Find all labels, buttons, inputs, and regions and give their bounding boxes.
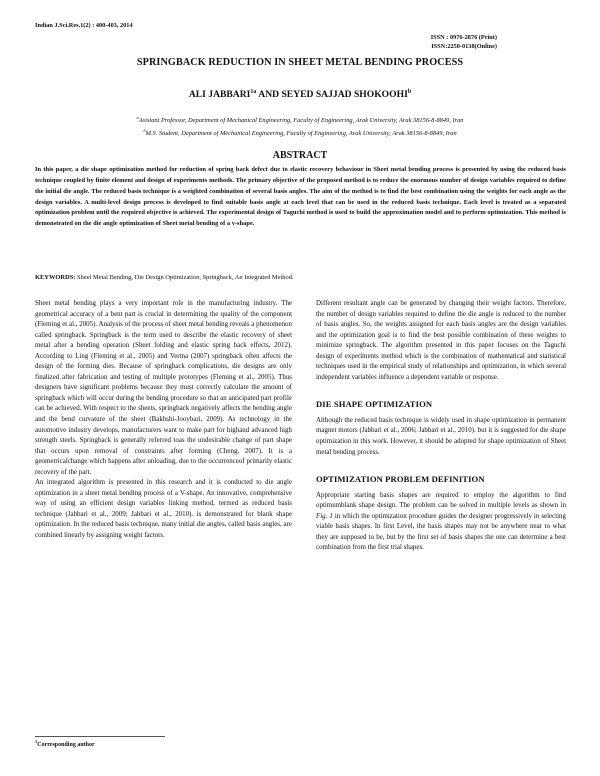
- body-column-left: [35, 298, 292, 541]
- die-shape-paragraph: Although the reduced basis technique is widely used in shape optimization in permanent magnet motors (Jabbari et al., 2006; Jabbari et al., 2010). but it is suggested for die shape optimization in this work. However, it should be adopted for shape optimization of Sheet metal bending process.: [316, 415, 566, 456]
- footnote: $^1$Corresponding author: [35, 739, 95, 748]
- author-conjunction: AND SEYED SAJJAD SHOKOOHI: [256, 89, 408, 101]
- section-heading-problem-definition: OPTIMIZATION PROBLEM DEFINITION: [316, 474, 485, 485]
- keywords-label: KEYWORDS:: [35, 274, 76, 281]
- figure-reference: Fig. 1: [316, 511, 333, 520]
- affiliations: [0, 113, 600, 139]
- author-line: [0, 89, 600, 100]
- section-heading-die-shape: DIE SHAPE OPTIMIZATION: [316, 399, 433, 410]
- affiliation-a: $^a$Asistant Professor, Department of Mechanical Engineering, Faculty of Engineering, Arak University, Arak 38156-8-8849, Iran: [136, 115, 464, 125]
- author-2-sup: b: [407, 89, 412, 95]
- author-1: ALI JABBARI: [188, 89, 251, 101]
- issn-online: ISSN:2250-0138(Online): [431, 43, 497, 50]
- intro-paragraph-3: Different resultant angle can be generated by changing their weight factors. Therefore, the number of design variables required to define the die angle is reduced to the number of basis angles. So, the weights assigned for each basis angles are the design variables and the optimization goal is to find the best possible combination of these weights to minimize springback. The algorithm presented in this paper focuses on the Taguchi design of experiments method which is the combination of mathematical and statistical techniques used in the empirical study of relationships and optimization, in which several independent variables influence a dependent variable or response.: [316, 299, 566, 381]
- body-column-right: [316, 298, 566, 553]
- keywords-text: Sheet Metal Bending, Die Design Optimization, Springback, An Integrated Method.: [75, 274, 294, 281]
- keywords: [35, 274, 294, 281]
- author-1-sup: 1a: [250, 89, 257, 95]
- issn-block: [431, 33, 497, 51]
- issn-print: ISSN : 0976-2876 (Print): [430, 34, 497, 41]
- intro-paragraph-1: Sheet metal bending plays a very important role in the manufacturing industry. The geometrical accuracy of a bent part is crucial in determining the quality of the component (Fleming et al., 2005). Analysis of the process of sheet metal bending reveals a phenomenon called springback. Springback is the term used to describe the elastic recovery of sheet metal after a bending operation (Sheet folding and elastic spring back effects, 2012). According to Ling (Fleming et al., 2005) and Verma (2007) springback often affects the design of the forming dies. Because of springback complications, die designs are only finalized after fabrication and testing of multiple prototypes (Fleming et al., 2005). Thus designers have significant problems because they must correctly calculate the amount of springback which will occur during the bending procedure so that an anticipated part profile can be achieved. With respect to the sheets, springback negatively affects the bending angle and the bend curvature of the sheet (Bakhshi-Jooybari, 2009). As technology in the automotive industry develops, manufacturers want to make part for highand advanced high strength steels. Springback is generally referred toas the undesirable change of part shape that occurs upon removal of constraints after forming (Cheng, 2007). It is a geometricalchange which happens after unloading, due to the occurrenceof primarily elastic recovery of the part.: [35, 299, 292, 476]
- affiliation-b: $^b$M.S. Student, Department of Mechanical Engineering, Faculty of Engineering, Arak University, Arak 38156-8-8849, Iran: [143, 128, 457, 138]
- paper-title: SPRINGBACK REDUCTION IN SHEET METAL BENDING PROCESS: [136, 57, 464, 68]
- journal-citation: Indian J.Sci.Res.1(2) : 400-403, 2014: [35, 22, 133, 29]
- intro-paragraph-2: An integrated algorithm is presented in this research and it is conducted to die angle optimization in a sheet metal bending process of a V-shape. An innovative, comprehensive way of using an efficient design variables linking method, termed as reduced basis technique (Jabbari et al., 2009; Jabbari et al., 2010). is demonstrated for blank shape optimization. In the reduced basis technique, many initial die angles, called basis angles, are combined linearly by assigning weight factors.: [35, 478, 292, 540]
- abstract-heading: ABSTRACT: [272, 150, 328, 161]
- abstract-text: In this paper, a die shape optimization method for reduction of spring back defect due to elastic recovery behaviour in Sheet metal bending process is presented by using the reduced basis technique coupled by finite element and design of experiments methods. The primary objective of the proposed method is to reduce the enormous number of design variables required to define the initial die angle. The reduced basis technique is a weighted combination of several basis angles. The aim of the method is to find the best combination using the weights for each angle as the design variables. A multi-level design process is developed to find suitable basis angle at each level that can be used in the reduced basis technique. Each level is treated as a separated optimization problem until the required objective is achieved. The experimental design of Taguchi method is used to build the approximation model and to perform optimization. This method is demonstrated on the die angle optimization of Sheet metal bending of a v-shape.: [35, 166, 566, 228]
- footnote-divider: [35, 736, 165, 737]
- problem-definition-paragraph: Appropriate starting basis shapes are required to employ the algorithm to find optimumblank shape design. The problem can be solved in multiple levels as shown in Fig. 1 in which the optimization procedure guides the designer progressively in selecting viable basis shapes. In first Level, the basis shapes may not be anywhere near to what they are supposed to be, but by the first set of basis shapes the one can determine a best combination from the first trial shapes.: [316, 490, 566, 552]
